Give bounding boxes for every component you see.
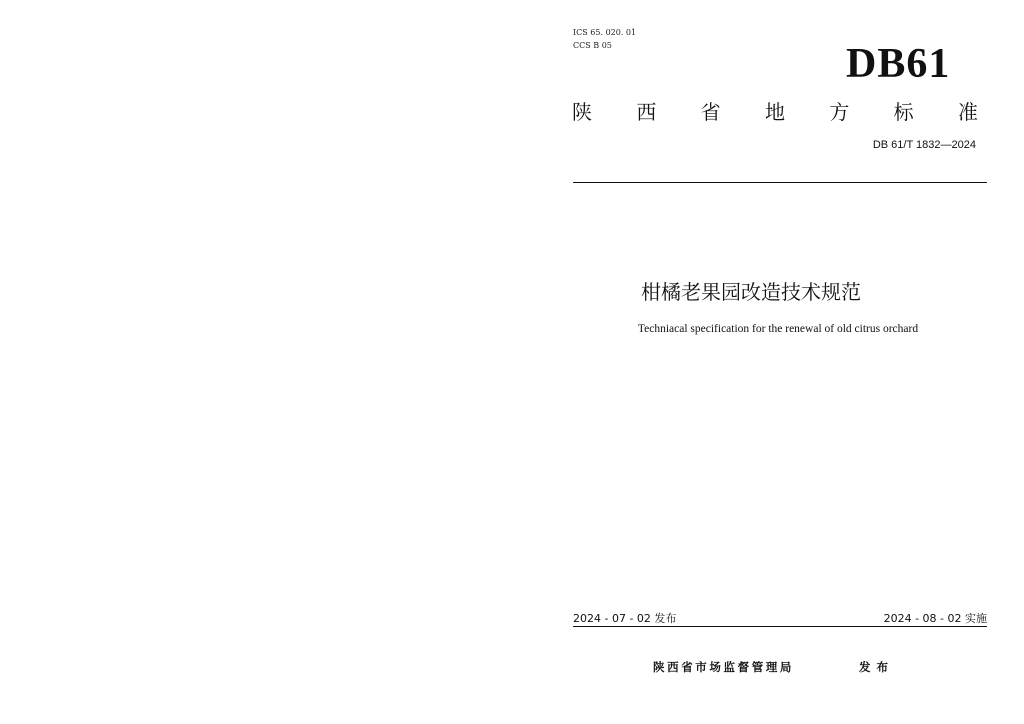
standard-type-char: 西 xyxy=(636,100,657,124)
ccs-code: CCS B 05 xyxy=(573,41,612,50)
ics-code: ICS 65. 020. 01 xyxy=(573,28,637,37)
header-divider xyxy=(573,182,987,183)
standard-type-heading xyxy=(572,99,978,125)
standard-type-char: 地 xyxy=(764,100,785,124)
standard-type-char: 陕 xyxy=(572,100,592,124)
classification-codes xyxy=(573,26,636,52)
standard-type-char: 方 xyxy=(829,100,850,124)
standard-type-char: 准 xyxy=(957,100,978,124)
standard-number: DB 61/T 1832—2024 xyxy=(872,139,976,151)
footer-divider xyxy=(573,626,987,627)
standard-logo: DB61 xyxy=(846,41,951,87)
publish-date: 2024 - 07 - 02 发布 xyxy=(573,612,677,625)
issue-label: 发布 xyxy=(859,660,894,674)
issuing-authority: 陕西省市场监督管理局 xyxy=(653,660,794,674)
implement-date: 2024 - 08 - 02 实施 xyxy=(883,612,987,625)
standard-type-char: 省 xyxy=(700,100,721,124)
standard-type-char: 标 xyxy=(893,100,914,124)
title-chinese: 柑橘老果园改造技术规范 xyxy=(641,280,861,304)
title-english: Techniacal specification for the renewal of old citrus orchard xyxy=(637,323,919,335)
